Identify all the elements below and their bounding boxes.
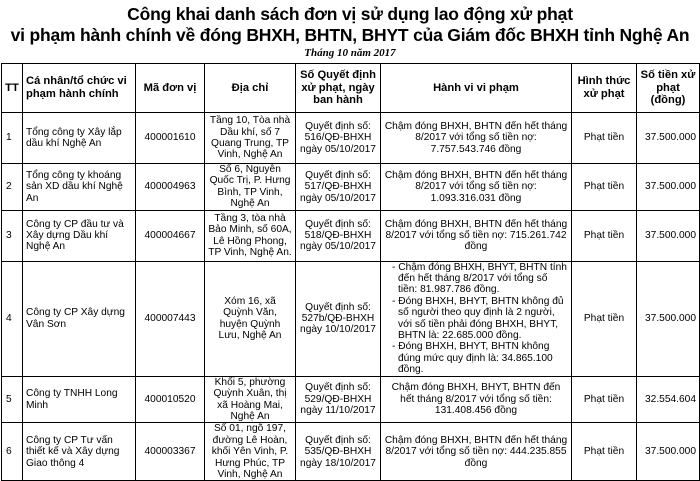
cell-decision: Quyết định số: 517/QĐ-BHXH ngày 05/10/2017 bbox=[296, 164, 381, 211]
table-row bbox=[2, 423, 700, 481]
cell-org: Công ty CP đầu tư và Xây dựng Dầu khí Nghệ An bbox=[23, 210, 136, 261]
table-row bbox=[2, 113, 700, 164]
cell-decision: Quyết định số: 527b/QĐ-BHXH ngày 10/10/2017 bbox=[296, 261, 381, 376]
cell-violation: Chậm đóng BHXH, BHTN đến hết tháng 8/2017 với tổng số tiền nợ: 715.261.742 đồng bbox=[381, 210, 572, 261]
violation-item: - Đóng BHXH, BHYT, BHTN không đủ số người theo quy định là 2 người, với số tiền phải đóng BHXH, BHYT, BHTN là: 22.685.000 đồng. bbox=[392, 295, 564, 342]
cell-violation: Chậm đóng BHXH, BHTN đến hết tháng 8/2017 với tổng số tiền nợ: 444.235.855 đồng bbox=[381, 423, 572, 481]
cell-tt: 4 bbox=[2, 261, 23, 376]
cell-tt: 3 bbox=[2, 210, 23, 261]
cell-amount: 37.500.000 bbox=[637, 113, 700, 164]
cell-address: Khối 5, phường Quỳnh Xuân, thị xã Hoàng Mai, Nghệ An bbox=[205, 376, 296, 423]
cell-code: 400004667 bbox=[136, 210, 205, 261]
table-row bbox=[2, 164, 700, 211]
cell-form: Phạt tiền bbox=[572, 210, 637, 261]
cell-tt: 6 bbox=[2, 423, 23, 481]
col-header-org: Cá nhân/tổ chức vi phạm hành chính bbox=[23, 64, 136, 113]
cell-amount: 37.500.000 bbox=[637, 261, 700, 376]
cell-amount: 32.554.604 bbox=[637, 376, 700, 423]
cell-form: Phạt tiền bbox=[572, 423, 637, 481]
col-header-address: Địa chỉ bbox=[205, 64, 296, 113]
cell-org: Công ty TNHH Long Minh bbox=[23, 376, 136, 423]
cell-decision: Quyết định số: 535/QĐ-BHXH ngày 18/10/2017 bbox=[296, 423, 381, 481]
violations-table bbox=[1, 63, 700, 481]
table-header-row bbox=[2, 64, 700, 113]
cell-violation: Chậm đóng BHXH, BHTN đến hết tháng 8/2017 với tổng số tiền nợ: 1.093.316.031 đồng bbox=[381, 164, 572, 211]
cell-code: 400003367 bbox=[136, 423, 205, 481]
cell-code: 400001610 bbox=[136, 113, 205, 164]
cell-address: Tầng 10, Tòa nhà Dầu khí, số 7 Quang Trung, TP Vinh, Nghệ An bbox=[205, 113, 296, 164]
cell-amount: 37.500.000 bbox=[637, 423, 700, 481]
title-line-2: vi phạm hành chính về đóng BHXH, BHTN, BHYT của Giám đốc BHXH tỉnh Nghệ An bbox=[10, 25, 690, 45]
cell-amount: 37.500.000 bbox=[637, 210, 700, 261]
cell-amount: 37.500.000 bbox=[637, 164, 700, 211]
violation-item: - Chậm đóng BHXH, BHYT, BHTN tính đến hết tháng 8/2017 với tổng số tiền: 81.987.786 đồng. bbox=[392, 261, 567, 296]
table-row bbox=[2, 210, 700, 261]
cell-tt: 5 bbox=[2, 376, 23, 423]
cell-address: Tầng 3, tòa nhà Bảo Minh, số 60A, Lê Hồng Phong, TP Vinh, Nghệ An. bbox=[205, 210, 296, 261]
cell-decision: Quyết định số: 516/QĐ-BHXH ngày 05/10/2017 bbox=[296, 113, 381, 164]
title-line-1: Công khai danh sách đơn vị sử dụng lao động xử phạt bbox=[127, 4, 573, 24]
cell-org: Tổng công ty Xây lắp dầu khí Nghệ An bbox=[23, 113, 136, 164]
col-header-form: Hình thức xử phạt bbox=[572, 64, 637, 113]
cell-form: Phạt tiền bbox=[572, 164, 637, 211]
table-row bbox=[2, 261, 700, 376]
cell-code: 400010520 bbox=[136, 376, 205, 423]
cell-code: 400004963 bbox=[136, 164, 205, 211]
cell-form: Phạt tiền bbox=[572, 261, 637, 376]
cell-decision: Quyết định số: 518/QĐ-BHXH ngày 05/10/2017 bbox=[296, 210, 381, 261]
cell-address: Xóm 16, xã Quỳnh Văn, huyện Quỳnh Lưu, Nghệ An bbox=[205, 261, 296, 376]
col-header-tt: TT bbox=[2, 64, 23, 113]
cell-tt: 2 bbox=[2, 164, 23, 211]
cell-address: Số 01, ngõ 197, đường Lê Hoàn, khối Yên Vinh, P. Hưng Phúc, TP Vinh, Nghệ An bbox=[205, 423, 296, 481]
cell-org: Tổng công ty khoáng sản XD dầu khí Nghệ An bbox=[23, 164, 136, 211]
cell-form: Phạt tiền bbox=[572, 376, 637, 423]
cell-violation: Chậm đóng BHXH, BHTN đến hết tháng 8/2017 với tổng số tiền nợ: 7.757.543.746 đồng bbox=[381, 113, 572, 164]
cell-address: Số 6, Nguyễn Quốc Trị, P. Hưng Bình, TP Vinh, Nghệ An bbox=[205, 164, 296, 211]
cell-decision: Quyết định số: 529/QĐ-BHXH ngày 11/10/2017 bbox=[296, 376, 381, 423]
cell-code: 400007443 bbox=[136, 261, 205, 376]
cell-org: Công ty CP Tư vấn thiết kế và Xây dựng Giao thông 4 bbox=[23, 423, 136, 481]
col-header-decision: Số Quyết định xử phạt, ngày ban hành bbox=[296, 64, 381, 113]
col-header-code: Mã đơn vị bbox=[136, 64, 205, 113]
cell-violation: Chậm đóng BHXH, BHYT, BHTN đến hết tháng 8/2017 với tổng số tiền: 131.408.456 đồng bbox=[381, 376, 572, 423]
col-header-amount: Số tiền xử phạt (đồng) bbox=[637, 64, 700, 113]
table-row bbox=[2, 376, 700, 423]
cell-form: Phạt tiền bbox=[572, 113, 637, 164]
cell-org: Công ty CP Xây dựng Vân Sơn bbox=[23, 261, 136, 376]
cell-tt: 1 bbox=[2, 113, 23, 164]
col-header-violation: Hành vi vi phạm bbox=[381, 64, 572, 113]
document-date: Tháng 10 năm 2017 bbox=[304, 47, 396, 59]
violation-item: - Đóng BHXH, BHYT, BHTN không đúng mức quy định là: 34.865.100 đồng. bbox=[392, 341, 553, 376]
cell-violation bbox=[381, 261, 572, 376]
